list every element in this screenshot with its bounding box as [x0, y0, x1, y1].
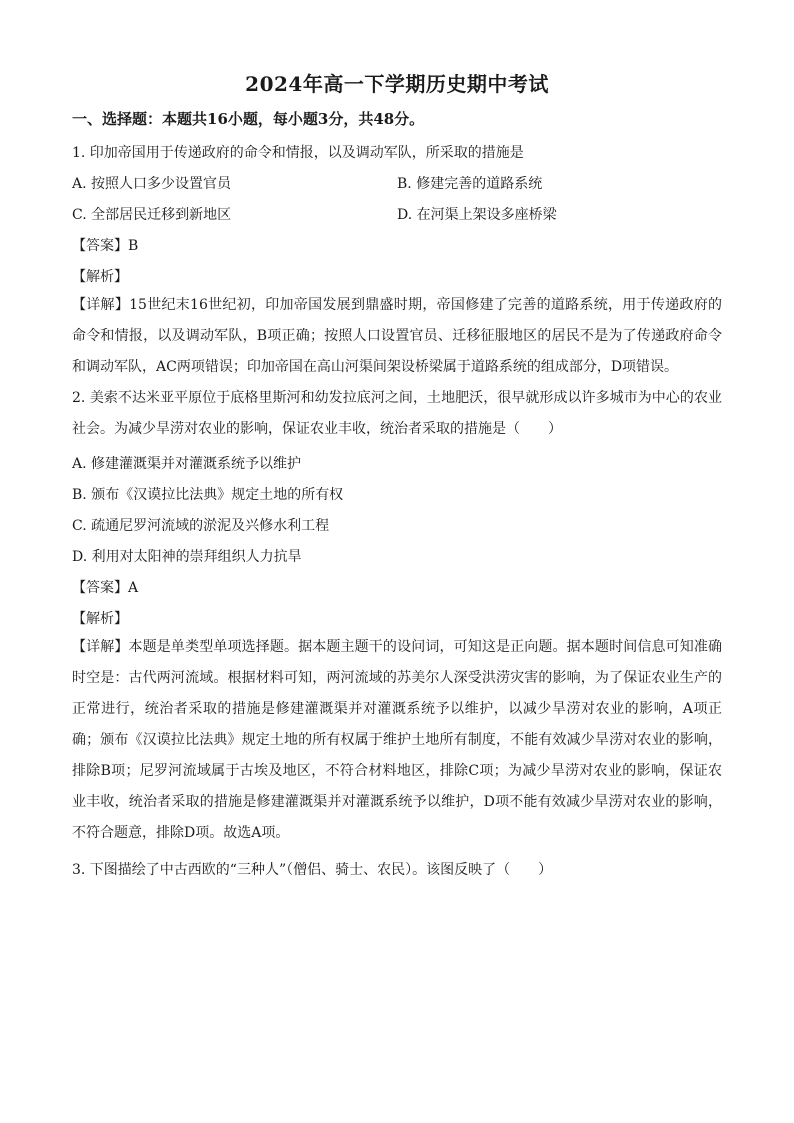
section-heading: 一、选择题：本题共16小题，每小题3分，共48分。	[72, 110, 425, 128]
question-3-stem: 3. 下图描绘了中古西欧的“三种人”（僧侣、骑士、农民）。该图反映了（ ）	[72, 862, 553, 878]
question-1-stem: 1. 印加帝国用于传递政府的命令和情报，以及调动军队，所采取的措施是	[72, 145, 524, 161]
question-2-stem: 2. 美索不达米亚平原位于底格里斯河和幼发拉底河之间，土地肥沃，很早就形成以许多城市为中心的农业社会。为减少旱涝对农业的影响，保证农业丰收，统治者采取的措施是（ ）	[72, 390, 722, 437]
question-1-answer: 【答案】B	[72, 238, 139, 254]
question-2-analysis-label: 【解析】	[72, 611, 128, 627]
question-2-option-b: B. 颁布《汉谟拉比法典》规定土地的所有权	[72, 487, 344, 503]
question-2-option-a: A. 修建灌溉渠并对灌溉系统予以维护	[72, 456, 302, 472]
question-1-option-c: C. 全部居民迁移到新地区	[72, 207, 232, 223]
question-1-analysis-label: 【解析】	[72, 269, 128, 285]
question-2-detail: 【详解】本题是单类型单项选择题。据本题主题干的设问词，可知这是正向题。据本题时间信息可知准确时空是：古代两河流域。根据材料可知，两河流域的苏美尔人深受洪涝灾害的影响，为了保证农业生产的正常进行，统治者采取的措施是修建灌溉渠并对灌溉系统予以维护，以减少旱涝对农业的影响，A项正确；颁布《汉谟拉比法典》规定土地的所有权属于维护土地所有制度，不能有效减少旱涝对农业的影响，排除B项；尼罗河流域属于古埃及地区，不符合材料地区，排除C项；为减少旱涝对农业的影响，保证农业丰收，统治者采取的措施是修建灌溉渠并对灌溉系统予以维护，D项不能有效减少旱涝对农业的影响，不符合题意，排除D项。故选A项。	[72, 639, 722, 841]
question-2-option-c: C. 疏通尼罗河流域的淤泥及兴修水利工程	[72, 518, 330, 534]
question-2-option-d: D. 利用对太阳神的崇拜组织人力抗旱	[72, 549, 302, 565]
page-title: 2024年高一下学期历史期中考试	[245, 72, 549, 96]
question-1-option-b: B. 修建完善的道路系统	[397, 176, 543, 192]
question-2-answer: 【答案】A	[72, 580, 139, 596]
question-1-option-d: D. 在河渠上架设多座桥梁	[397, 207, 557, 223]
question-1-detail: 【详解】15世纪末16世纪初，印加帝国发展到鼎盛时期，帝国修建了完善的道路系统，用于传递政府的命令和情报，以及调动军队，B项正确；按照人口设置官员、迁移征服地区的居民不是为了传递政府命令和调动军队，AC两项错误；印加帝国在高山河渠间架设桥梁属于道路系统的组成部分，D项错误。	[72, 297, 722, 375]
question-1-option-a: A. 按照人口多少设置官员	[72, 176, 232, 192]
